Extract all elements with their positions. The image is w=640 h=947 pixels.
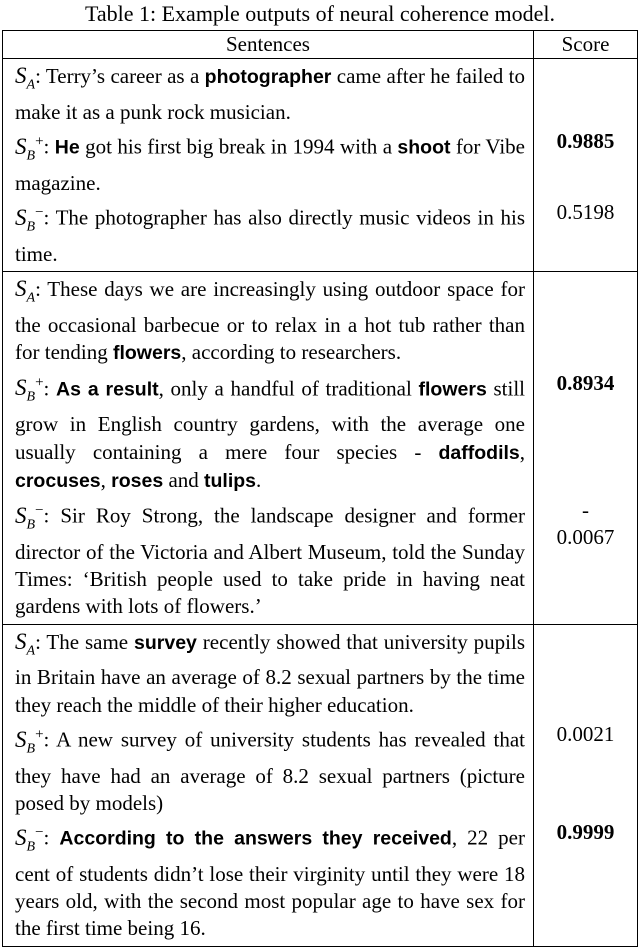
label-base: S: [15, 204, 27, 230]
text-segment: for Vibe magazine.: [15, 135, 525, 196]
label-base: S: [15, 63, 27, 89]
sentence-label: [15, 133, 44, 164]
text-segment: ,: [100, 467, 112, 492]
label-sub: A: [26, 290, 36, 306]
table-row: [3, 127, 638, 198]
bold-segment: daffodils: [438, 441, 520, 464]
bold-segment: tulips: [204, 469, 257, 492]
table-header-row: [3, 31, 638, 59]
sentence-label: [15, 204, 44, 235]
label-sub: B: [26, 389, 36, 405]
text-segment: :: [43, 376, 57, 401]
sentence-cell: [3, 496, 534, 624]
score-cell: [534, 369, 638, 496]
text-segment: : Sir Roy Strong, the landscape designer and former director of the Victoria and Albert Museum, told the Sunday Times: ‘British people used to take pride in having neat gardens with lots of flowers.’: [15, 503, 525, 619]
text-segment: :: [43, 825, 60, 850]
text-segment: : These days we are increasingly using outdoor space for the occasional barbecue or to relax in a hot tub rather than for tending: [15, 277, 525, 365]
sentence-cell: [3, 624, 534, 720]
text-segment: , 22 per cent of students didn’t lose their virginity until they were 18 years old, with the second most popular age to have sex for the first time being 16.: [15, 825, 525, 941]
header-score: Score: [534, 31, 638, 59]
label-base: S: [15, 628, 27, 654]
text-segment: :: [43, 135, 55, 160]
sentence-label: [15, 63, 36, 93]
label-sup: −: [35, 204, 44, 221]
table-row: [3, 369, 638, 496]
label-base: S: [15, 375, 27, 401]
label-sup: +: [35, 133, 44, 150]
label-sub: B: [26, 517, 36, 533]
text-segment: : A new survey of university students has revealed that they have had an average of 8.2 sexual partners (picture posed by models): [15, 727, 525, 815]
bold-segment: crocuses: [15, 469, 101, 492]
sentence-label: [15, 502, 44, 533]
score-value: 0.5198: [556, 200, 615, 225]
sentence-cell: [3, 127, 534, 198]
label-base: S: [15, 726, 27, 752]
sentence-cell: [3, 369, 534, 496]
header-sentences: Sentences: [3, 31, 534, 59]
label-sub: B: [26, 839, 36, 855]
score-cell: [534, 272, 638, 369]
text-segment: and: [163, 467, 205, 492]
sentence-cell: [3, 198, 534, 271]
label-base: S: [15, 276, 27, 302]
label-base: S: [15, 824, 27, 850]
example-outputs-table: [2, 30, 638, 947]
score-cell: [534, 818, 638, 946]
bold-segment: roses: [111, 469, 164, 492]
text-segment: : The same: [35, 629, 135, 654]
text-segment: got his first big break in 1994 with a: [79, 135, 398, 160]
text-segment: ,: [519, 439, 525, 464]
score-cell: [534, 624, 638, 720]
table-row: [3, 59, 638, 128]
table-body: [3, 59, 638, 946]
bold-segment: As a result: [56, 378, 159, 401]
table-caption: Table 1: Example outputs of neural coherence model.: [84, 1, 556, 26]
bold-segment: flowers: [112, 342, 182, 365]
sentence-label: [15, 824, 44, 855]
score-cell: [534, 59, 638, 128]
label-sup: +: [35, 374, 44, 391]
text-segment: still grow in English country gardens, with the average one usually containing a mere four species -: [15, 376, 525, 464]
sentence-cell: [3, 272, 534, 369]
sentence-label: [15, 276, 36, 306]
sentence-label: [15, 628, 36, 659]
label-sup: +: [35, 726, 44, 743]
sentence-cell: [3, 59, 534, 128]
text-segment: came after he failed to make it as a punk rock musician.: [15, 64, 525, 125]
table-row: [3, 496, 638, 624]
score-value: 0.9999: [556, 820, 615, 845]
score-value: - 0.0067: [556, 498, 615, 550]
table-row: [3, 198, 638, 271]
text-segment: : Terry’s career as a: [35, 64, 205, 89]
sentence-label: [15, 726, 44, 757]
sentence-label: [15, 374, 44, 405]
sentence-cell: [3, 720, 534, 818]
table-row: [3, 272, 638, 369]
table-row: [3, 624, 638, 720]
score-cell: [534, 198, 638, 271]
label-sub: B: [26, 148, 36, 164]
text-segment: recently showed that university pupils in Britain have an average of 8.2 sexual partners by the time they reach the middle of their higher education.: [15, 629, 525, 717]
label-sub: A: [26, 77, 36, 93]
score-value: 0.9885: [556, 129, 615, 154]
label-sup: −: [35, 824, 44, 841]
bold-segment: photographer: [204, 66, 332, 89]
bold-segment: survey: [134, 631, 197, 654]
text-segment: , only a handful of traditional: [158, 376, 419, 401]
bold-segment: flowers: [418, 378, 487, 401]
table-row: [3, 720, 638, 818]
text-segment: .: [256, 467, 262, 492]
bold-segment: According to the answers they received: [59, 827, 452, 850]
label-base: S: [15, 502, 27, 528]
score-value: 0.8934: [556, 370, 615, 395]
sentence-cell: [3, 818, 534, 946]
bold-segment: shoot: [397, 137, 451, 160]
score-cell: [534, 720, 638, 818]
table-row: [3, 818, 638, 946]
score-cell: [534, 496, 638, 624]
label-sub: B: [26, 219, 36, 235]
bold-segment: He: [54, 137, 80, 160]
label-sup: −: [35, 502, 44, 519]
label-sub: A: [26, 643, 36, 659]
text-segment: : The photographer has also directly music videos in his time.: [15, 205, 525, 266]
text-segment: , according to researchers.: [181, 340, 402, 365]
score-value: 0.0021: [556, 722, 615, 747]
label-sub: B: [26, 741, 36, 757]
label-base: S: [15, 134, 27, 160]
score-cell: [534, 127, 638, 198]
